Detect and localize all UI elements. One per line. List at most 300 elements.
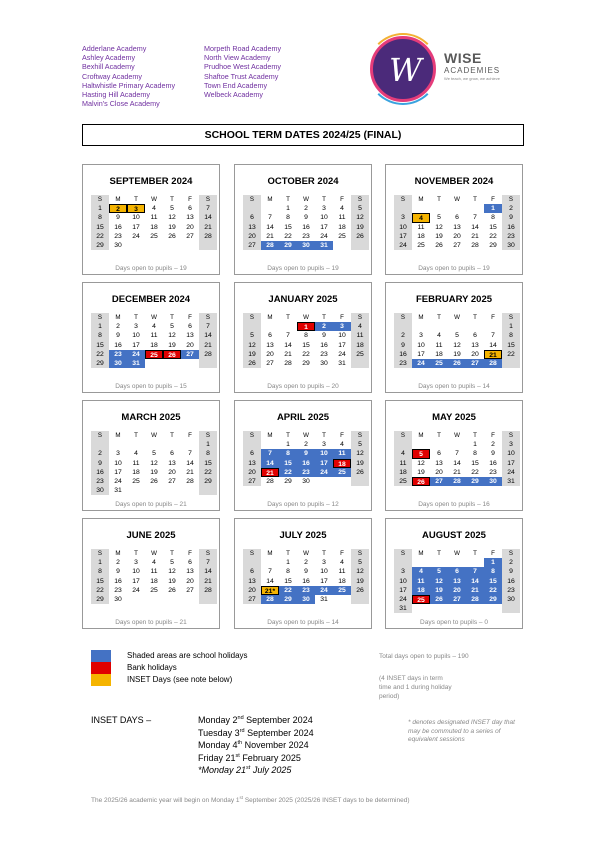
- weekday-header: M: [267, 196, 273, 203]
- calendar-day: 22: [471, 468, 479, 476]
- calendar-day: 7: [268, 568, 272, 576]
- inset-day: [198, 726, 314, 739]
- month-calendar: [82, 518, 220, 629]
- weekday-header: W: [454, 314, 460, 321]
- calendar-day: 25: [145, 350, 163, 359]
- school-list-right: [204, 44, 281, 99]
- empty-day: [181, 241, 199, 250]
- empty-day: [412, 604, 430, 613]
- logo-subtitle: ACADEMIES: [444, 66, 501, 75]
- calendar-day: 17: [320, 577, 328, 585]
- calendar-day: 25: [333, 586, 351, 595]
- month-calendar: [82, 400, 220, 511]
- calendar-day: 7: [199, 322, 217, 331]
- empty-day: [430, 558, 448, 567]
- empty-day: [199, 595, 217, 604]
- weekday-header: T: [170, 550, 174, 557]
- calendar-day: 25: [150, 586, 158, 594]
- calendar-day: 10: [394, 223, 412, 232]
- key-bank-label: Bank holidays: [127, 663, 177, 672]
- calendar-day: 30: [297, 241, 315, 250]
- empty-day: [394, 204, 412, 213]
- inset-day-suffix: th: [237, 740, 243, 746]
- calendar-day: 21: [471, 232, 479, 240]
- empty-day: [199, 359, 217, 368]
- weekday-header: T: [134, 314, 138, 321]
- school-name: North View Academy: [204, 53, 271, 63]
- calendar-day: 16: [114, 341, 122, 349]
- weekday-header: T: [322, 432, 326, 439]
- empty-day: [199, 241, 217, 250]
- empty-day: [145, 595, 163, 604]
- calendar-day: 30: [114, 595, 122, 603]
- weekday-header: F: [188, 432, 192, 439]
- calendar-day: 22: [91, 586, 109, 595]
- calendar-day: 17: [338, 341, 346, 349]
- empty-day: [163, 595, 181, 604]
- calendar-day: 8: [286, 214, 290, 222]
- calendar-day: 11: [412, 577, 430, 586]
- empty-day: [163, 359, 181, 368]
- calendar-day: 28: [199, 350, 217, 359]
- weekday-header: S: [199, 549, 217, 558]
- school-name: Haltwhistle Primary Academy: [82, 80, 176, 90]
- calendar-day: 24: [114, 477, 122, 485]
- days-open-label: Days open to pupils – 21: [115, 619, 187, 626]
- calendar-day: 2: [116, 323, 120, 331]
- calendar-day: 19: [351, 459, 369, 468]
- calendar-day: 26: [435, 241, 443, 249]
- calendar-day: 28: [471, 241, 479, 249]
- weekday-header: T: [134, 196, 138, 203]
- key-inset-label: INSET Days (see note below): [127, 675, 233, 684]
- calendar-day: 7: [261, 449, 279, 458]
- calendar-day: 18: [150, 223, 158, 231]
- calendar-day: 23: [302, 232, 310, 240]
- weekday-header: M: [115, 550, 121, 557]
- calendar-day: 16: [91, 468, 109, 477]
- empty-day: [181, 486, 199, 495]
- weekday-header: F: [188, 314, 192, 321]
- month-days-grid: [91, 431, 217, 495]
- calendar-day: 27: [448, 595, 466, 604]
- calendar-day: 17: [394, 232, 412, 241]
- calendar-day: 4: [394, 449, 412, 458]
- weekday-header: W: [454, 550, 460, 557]
- calendar-day: 13: [471, 341, 479, 349]
- empty-day: [502, 604, 520, 613]
- calendar-day: 24: [132, 232, 140, 240]
- calendar-day: 21: [199, 577, 217, 586]
- calendar-day: 22: [279, 586, 297, 595]
- calendar-day: 19: [417, 468, 425, 476]
- weekday-header: M: [418, 196, 424, 203]
- calendar-day: 29: [466, 477, 484, 486]
- month-name: DECEMBER 2024: [111, 294, 191, 305]
- calendar-day: 19: [168, 341, 176, 349]
- calendar-day: 16: [320, 341, 328, 349]
- calendar-day: 11: [333, 449, 351, 458]
- calendar-day: 20: [448, 586, 466, 595]
- calendar-day: 25: [394, 477, 412, 486]
- calendar-day: 1: [473, 441, 477, 449]
- weekday-header: S: [243, 313, 261, 322]
- calendar-day: 4: [134, 450, 138, 458]
- calendar-day: 22: [502, 350, 520, 359]
- calendar-day: 21*: [261, 586, 279, 595]
- weekday-header: S: [91, 549, 109, 558]
- inset-day-text: *Monday 21: [198, 765, 247, 775]
- inset-day: [198, 713, 314, 726]
- calendar-day: 14: [266, 223, 274, 231]
- days-open-label: Days open to pupils – 21: [115, 501, 187, 508]
- weekday-header: T: [134, 550, 138, 557]
- key-holidays-label: Shaded areas are school holidays: [127, 651, 248, 660]
- calendar-day: 25: [333, 468, 351, 477]
- calendar-day: 31: [127, 359, 145, 368]
- logo-name: WISE: [444, 50, 482, 66]
- calendar-day: 9: [502, 213, 520, 222]
- weekday-header: W: [151, 196, 157, 203]
- days-open-label: Days open to pupils – 14: [267, 619, 339, 626]
- calendar-day: 20: [471, 350, 479, 358]
- calendar-day: 1: [484, 204, 502, 213]
- empty-day: [333, 477, 351, 486]
- calendar-day: 23: [109, 350, 127, 359]
- weekday-header: T: [170, 432, 174, 439]
- calendar-day: 8: [286, 568, 290, 576]
- calendar-day: 30: [302, 477, 310, 485]
- calendar-day: 15: [91, 577, 109, 586]
- calendar-day: 15: [489, 223, 497, 231]
- designated-inset-note: * denotes designated INSET day that may be commuted to a series of equivalent sessions: [408, 719, 515, 743]
- calendar-day: 23: [91, 477, 109, 486]
- empty-day: [394, 558, 412, 567]
- empty-day: [412, 204, 430, 213]
- weekday-header: S: [502, 549, 520, 558]
- calendar-day: 26: [430, 595, 448, 604]
- weekday-header: M: [267, 314, 273, 321]
- calendar-day: 11: [338, 568, 346, 576]
- calendar-day: 30: [297, 595, 315, 604]
- empty-day: [145, 440, 163, 449]
- calendar-day: 26: [243, 359, 261, 368]
- calendar-day: 1: [502, 322, 520, 331]
- calendar-day: 19: [351, 223, 369, 232]
- calendar-day: 4: [351, 322, 369, 331]
- calendar-day: 8: [91, 567, 109, 576]
- empty-day: [430, 440, 448, 449]
- empty-day: [181, 595, 199, 604]
- calendar-day: 29: [91, 241, 109, 250]
- calendar-day: 27: [168, 477, 176, 485]
- inset-day-month: July 2025: [250, 765, 292, 775]
- calendar-day: 18: [150, 341, 158, 349]
- month-name: OCTOBER 2024: [267, 176, 339, 187]
- calendar-day: 1: [484, 558, 502, 567]
- calendar-day: 24: [412, 359, 430, 368]
- calendar-day: 2: [502, 558, 520, 567]
- empty-day: [91, 440, 109, 449]
- calendar-day: 21: [484, 350, 502, 359]
- calendar-day: 30: [320, 359, 328, 367]
- calendar-day: 21: [266, 232, 274, 240]
- calendar-day: 24: [320, 232, 328, 240]
- inset-day-month: February 2025: [239, 752, 301, 763]
- calendar-day: 25: [132, 477, 140, 485]
- calendar-day: 15: [502, 341, 520, 350]
- calendar-day: 11: [351, 331, 369, 340]
- calendar-day: 21: [284, 350, 292, 358]
- calendar-day: 5: [243, 331, 261, 340]
- calendar-day: 5: [170, 559, 174, 567]
- calendar-day: 14: [199, 567, 217, 576]
- days-open-label: Days open to pupils – 19: [267, 265, 339, 272]
- calendar-day: 9: [304, 568, 308, 576]
- empty-day: [502, 359, 520, 368]
- calendar-day: 4: [340, 559, 344, 567]
- total-days: Total days open to pupils – 190: [379, 653, 469, 660]
- calendar-day: 30: [484, 477, 502, 486]
- calendar-day: 22: [279, 468, 297, 477]
- weekday-header: S: [243, 195, 261, 204]
- calendar-day: 3: [333, 322, 351, 331]
- weekday-header: S: [502, 195, 520, 204]
- calendar-day: 22: [489, 232, 497, 240]
- month-days-grid: [394, 549, 520, 613]
- calendar-day: 9: [304, 214, 308, 222]
- calendar-day: 13: [435, 459, 443, 467]
- calendar-day: 30: [91, 486, 109, 495]
- month-calendar: [82, 282, 220, 393]
- calendar-day: 27: [186, 232, 194, 240]
- weekday-header: S: [199, 313, 217, 322]
- empty-day: [466, 322, 484, 331]
- calendar-day: 27: [181, 350, 199, 359]
- calendar-day: 20: [435, 468, 443, 476]
- calendar-day: 14: [489, 341, 497, 349]
- school-name: Malvin's Close Academy: [82, 99, 160, 109]
- inset-day: [198, 738, 314, 751]
- calendar-day: 24: [127, 350, 145, 359]
- calendar-day: 11: [150, 332, 158, 340]
- calendar-day: 14: [284, 341, 292, 349]
- month-calendar: [234, 164, 372, 275]
- empty-day: [243, 322, 261, 331]
- calendar-day: 9: [322, 332, 326, 340]
- calendar-day: 18: [412, 586, 430, 595]
- calendar-day: 16: [302, 223, 310, 231]
- month-days-grid: [91, 549, 217, 604]
- weekday-header: T: [437, 196, 441, 203]
- calendar-day: 27: [186, 586, 194, 594]
- weekday-header: T: [170, 314, 174, 321]
- calendar-day: 23: [297, 586, 315, 595]
- calendar-day: 8: [199, 449, 217, 458]
- weekday-header: M: [115, 196, 121, 203]
- empty-day: [315, 477, 333, 486]
- calendar-day: 29: [279, 241, 297, 250]
- calendar-day: 6: [188, 323, 192, 331]
- calendar-day: 27: [243, 477, 261, 486]
- calendar-day: 18: [150, 577, 158, 585]
- calendar-day: 10: [502, 449, 520, 458]
- calendar-day: 15: [302, 341, 310, 349]
- calendar-day: 17: [114, 468, 122, 476]
- calendar-day: 29: [279, 595, 297, 604]
- calendar-day: 30: [502, 595, 520, 604]
- calendar-day: 4: [340, 441, 344, 449]
- calendar-day: 7: [466, 567, 484, 576]
- calendar-day: 27: [243, 241, 261, 250]
- calendar-day: 9: [91, 459, 109, 468]
- calendar-day: 16: [302, 577, 310, 585]
- calendar-day: 11: [417, 223, 425, 231]
- calendar-day: 4: [412, 567, 430, 576]
- logo-emblem: W: [370, 36, 436, 102]
- holiday-swatch: [91, 650, 111, 662]
- calendar-day: 19: [168, 577, 176, 585]
- weekday-header: M: [115, 432, 121, 439]
- calendar-day: 29: [484, 595, 502, 604]
- days-open-label: Days open to pupils – 12: [267, 501, 339, 508]
- calendar-day: 10: [394, 577, 412, 586]
- calendar-day: 26: [351, 468, 369, 477]
- calendar-day: 18: [417, 232, 425, 240]
- weekday-header: T: [473, 314, 477, 321]
- month-days-grid: [394, 313, 520, 368]
- empty-day: [163, 440, 181, 449]
- month-calendar: [385, 164, 523, 275]
- weekday-header: T: [473, 550, 477, 557]
- weekday-header: T: [322, 196, 326, 203]
- footer-text: The 2025/26 academic year will begin on Monday 1: [91, 797, 240, 805]
- calendar-day: 23: [297, 468, 315, 477]
- calendar-day: 26: [351, 586, 369, 595]
- weekday-header: F: [340, 314, 344, 321]
- empty-day: [145, 359, 163, 368]
- calendar-day: 8: [491, 214, 495, 222]
- calendar-day: 16: [114, 577, 122, 585]
- days-open-label: Days open to pupils – 15: [115, 383, 187, 390]
- calendar-day: 2: [491, 441, 495, 449]
- weekday-header: T: [437, 432, 441, 439]
- calendar-day: 7: [188, 450, 192, 458]
- calendar-day: 18: [338, 223, 346, 231]
- empty-day: [199, 486, 217, 495]
- calendar-day: 16: [394, 350, 412, 359]
- calendar-day: 6: [243, 567, 261, 576]
- calendar-day: 27: [453, 241, 461, 249]
- weekday-header: W: [303, 196, 309, 203]
- empty-day: [261, 440, 279, 449]
- calendar-day: 17: [320, 223, 328, 231]
- calendar-day: 23: [489, 468, 497, 476]
- calendar-day: 23: [502, 232, 520, 241]
- weekday-header: S: [394, 195, 412, 204]
- empty-day: [127, 440, 145, 449]
- calendar-day: 13: [186, 332, 194, 340]
- calendar-day: 15: [484, 577, 502, 586]
- calendar-day: 19: [430, 586, 448, 595]
- calendar-day: 21: [186, 468, 194, 476]
- calendar-day: 10: [132, 568, 140, 576]
- calendar-day: 15: [91, 341, 109, 350]
- weekday-header: T: [473, 432, 477, 439]
- calendar-day: 20: [243, 468, 261, 477]
- calendar-day: 4: [152, 323, 156, 331]
- calendar-day: 14: [453, 459, 461, 467]
- inset-swatch: [91, 674, 111, 686]
- calendar-day: 3: [127, 204, 145, 213]
- calendar-day: 2: [502, 204, 520, 213]
- calendar-day: 6: [188, 205, 192, 213]
- calendar-day: 2: [304, 205, 308, 213]
- inset-day-text: Tuesday 3: [198, 727, 240, 738]
- school-name: Shaftoe Trust Academy: [204, 71, 279, 81]
- calendar-day: 25: [338, 232, 346, 240]
- calendar-day: 1: [91, 322, 109, 331]
- calendar-day: 30: [109, 359, 127, 368]
- calendar-day: 16: [114, 223, 122, 231]
- empty-day: [163, 241, 181, 250]
- inset-day-month: September 2024: [243, 715, 313, 725]
- calendar-day: 13: [266, 341, 274, 349]
- weekday-header: T: [134, 432, 138, 439]
- weekday-header: S: [243, 431, 261, 440]
- month-days-grid: [91, 313, 217, 368]
- inset-day-month: November 2024: [242, 740, 309, 750]
- calendar-day: 12: [168, 332, 176, 340]
- month-name: JUNE 2025: [126, 530, 176, 541]
- calendar-day: 5: [351, 204, 369, 213]
- weekday-header: T: [286, 196, 290, 203]
- calendar-day: 23: [394, 359, 412, 368]
- weekday-header: F: [340, 550, 344, 557]
- calendar-day: 31: [114, 487, 122, 495]
- month-days-grid: [243, 549, 369, 604]
- calendar-day: 24: [132, 586, 140, 594]
- calendar-day: 1: [91, 204, 109, 213]
- calendar-day: 31: [338, 359, 346, 367]
- calendar-day: 1: [286, 441, 290, 449]
- empty-day: [394, 322, 412, 331]
- calendar-day: 28: [266, 477, 274, 485]
- month-name: FEBRUARY 2025: [415, 294, 493, 305]
- calendar-day: 4: [437, 332, 441, 340]
- calendar-day: 19: [453, 350, 461, 358]
- weekday-header: F: [340, 432, 344, 439]
- page-title: SCHOOL TERM DATES 2024/25 (FINAL): [82, 124, 524, 146]
- calendar-day: 8: [91, 213, 109, 222]
- calendar-day: 6: [243, 213, 261, 222]
- school-name: Hasting Hill Academy: [82, 90, 150, 100]
- weekday-header: S: [91, 431, 109, 440]
- calendar-day: 26: [448, 359, 466, 368]
- empty-day: [430, 322, 448, 331]
- calendar-day: 9: [394, 341, 412, 350]
- month-name: AUGUST 2025: [422, 530, 486, 541]
- calendar-day: 28: [448, 477, 466, 486]
- weekday-header: T: [473, 196, 477, 203]
- month-calendar: [385, 282, 523, 393]
- calendar-day: 1: [91, 558, 109, 567]
- weekday-header: F: [340, 196, 344, 203]
- empty-day: [163, 486, 181, 495]
- inset-day-suffix: st: [235, 752, 240, 759]
- calendar-day: 19: [150, 468, 158, 476]
- calendar-day: 18: [333, 459, 351, 468]
